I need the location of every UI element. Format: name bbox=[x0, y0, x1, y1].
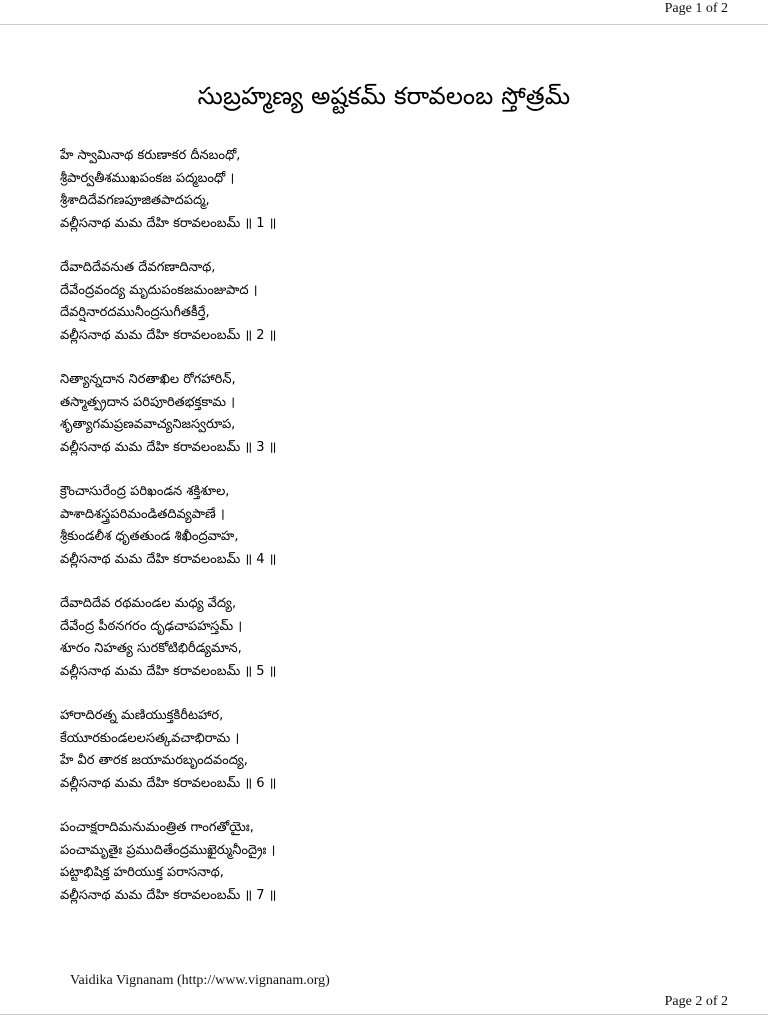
page-divider-top bbox=[0, 24, 768, 25]
stanza-5 bbox=[60, 593, 700, 683]
document-title: సుబ్రహ్మణ్య అష్టకమ్ కరావలంబ స్తోత్రమ్ bbox=[197, 82, 571, 111]
verse-line: హే స్వామినాథ కరుణాకర దీనబంధో, bbox=[60, 148, 241, 163]
verse-line: శృత్యాగమప్రణవవాచ్యనిజస్వరూప, bbox=[60, 417, 236, 432]
verse-refrain-line: వల్లీసనాథ మమ దేహి కరావలంబమ్ ॥ 4 ॥ bbox=[60, 551, 277, 567]
verse-refrain-line: వల్లీసనాథ మమ దేహి కరావలంబమ్ ॥ 1 ॥ bbox=[60, 215, 277, 231]
verse-line: శ్రీకుండలీశ ధృతతుండ శిఖీంద్రవాహ, bbox=[60, 529, 239, 544]
stanza-6 bbox=[60, 705, 700, 795]
page-number-bottom: Page 2 of 2 bbox=[664, 994, 728, 1009]
verse-line: దేవేంద్ర పీఠనగరం దృఢచాపహస్తమ్ । bbox=[60, 618, 243, 634]
verse-line: శ్రీపార్వతీశముఖపంకజ పద్మబంధో । bbox=[60, 170, 235, 186]
verse-refrain-line: వల్లీసనాథ మమ దేహి కరావలంబమ్ ॥ 5 ॥ bbox=[60, 663, 277, 679]
verse-line: పట్టాభిషిక్త హరియుక్త పరాసనాథ, bbox=[60, 865, 224, 880]
verse-line: దేవాదిదేవ రథమండల మధ్య వేద్య, bbox=[60, 596, 237, 611]
verse-line: హే వీర తారక జయామరబృందవంద్య, bbox=[60, 753, 248, 768]
verse-refrain-line: వల్లీసనాథ మమ దేహి కరావలంబమ్ ॥ 3 ॥ bbox=[60, 439, 277, 455]
verse-line: పంచాక్షరాదిమనుమంత్రిత గాంగతోయైః, bbox=[60, 820, 254, 835]
page-number-top: Page 1 of 2 bbox=[664, 1, 728, 16]
verse-line: దేవర్షినారదమునీంద్రసుగీతకీర్తే, bbox=[60, 305, 210, 320]
stanza-4 bbox=[60, 481, 700, 571]
verse-line: దేవేంద్రవంద్య మృదుపంకజమంజుపాద । bbox=[60, 282, 258, 298]
verse-line: దేవాదిదేవనుత దేవగణాదినాథ, bbox=[60, 260, 216, 275]
verse-line: తస్మాత్ప్రదాన పరిపూరితభక్తకామ । bbox=[60, 394, 236, 410]
verse-line: శ్రీశాదిదేవగణపూజితపాదపద్మ, bbox=[60, 193, 210, 208]
verse-line: కేయూరకుండలలసత్కవచాభిరామ । bbox=[60, 730, 240, 746]
verse-line: పాశాదిశస్త్రపరిమండితదివ్యపాణే । bbox=[60, 506, 225, 522]
stanza-2 bbox=[60, 257, 700, 347]
verse-line: శూరం నిహత్య సురకోటిభిరీడ్యమాన, bbox=[60, 641, 242, 656]
verse-line: పంచామృతైః ప్రముదితేంద్రముఖైర్మునీంద్రైః । bbox=[60, 842, 276, 858]
stanza-1 bbox=[60, 145, 700, 235]
page-divider-bottom bbox=[0, 1014, 768, 1015]
verse-refrain-line: వల్లీసనాథ మమ దేహి కరావలంబమ్ ॥ 6 ॥ bbox=[60, 775, 277, 791]
stanza-7 bbox=[60, 817, 700, 907]
verse-line: క్రౌంచాసురేంద్ర పరిఖండన శక్తిశూల, bbox=[60, 484, 230, 499]
footer-source-text: Vaidika Vignanam (http://www.vignanam.org) bbox=[70, 973, 330, 988]
verse-line: నిత్యాన్నదాన నిరతాఖిల రోగహారిన్, bbox=[60, 372, 236, 387]
verse-body bbox=[60, 145, 700, 929]
stanza-3 bbox=[60, 369, 700, 459]
verse-refrain-line: వల్లీసనాథ మమ దేహి కరావలంబమ్ ॥ 2 ॥ bbox=[60, 327, 277, 343]
verse-line: హారాదిరత్న మణియుక్తకిరీటహార, bbox=[60, 708, 224, 723]
verse-refrain-line: వల్లీసనాథ మమ దేహి కరావలంబమ్ ॥ 7 ॥ bbox=[60, 887, 277, 903]
